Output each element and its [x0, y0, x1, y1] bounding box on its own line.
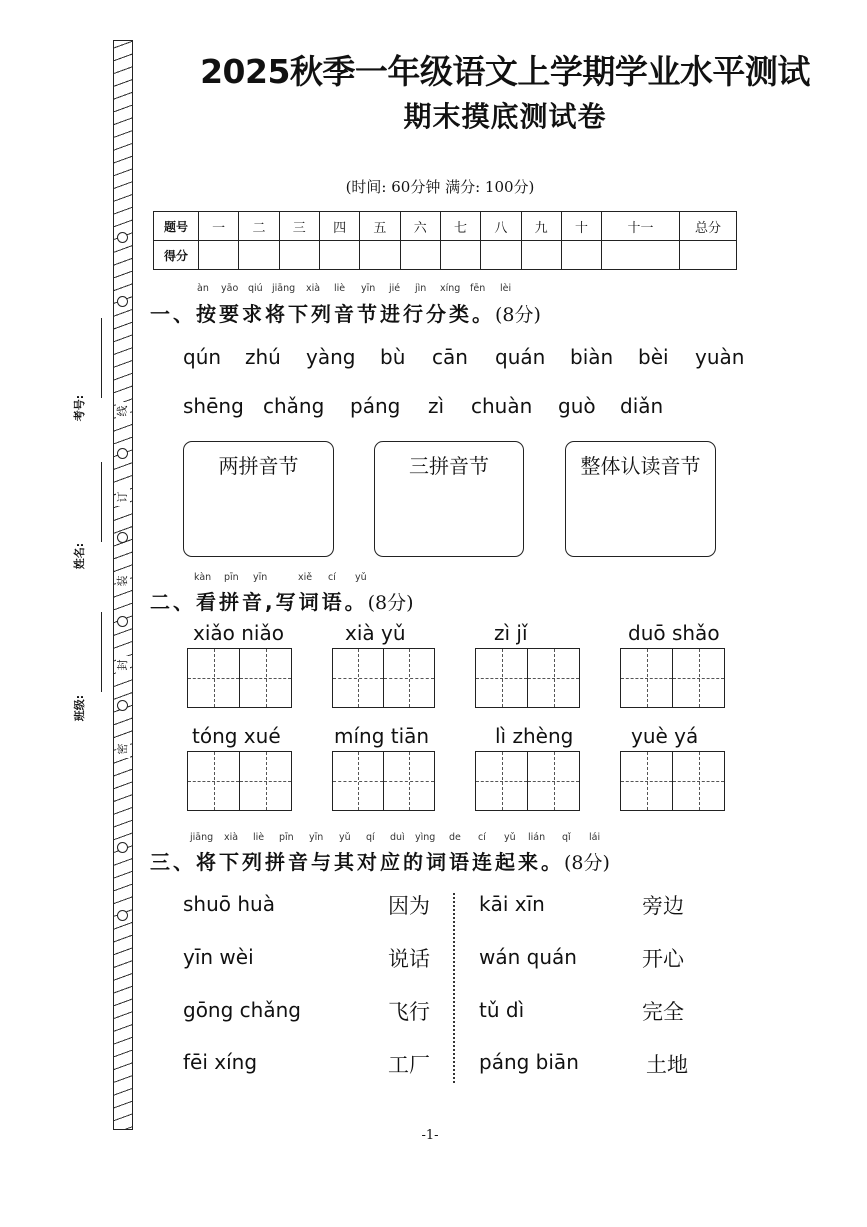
ruby-text: pīn	[224, 572, 239, 583]
column-header: 八	[481, 212, 521, 241]
section2-heading-text: 二、看拼音,写词语。	[150, 590, 368, 614]
score-cell[interactable]	[279, 241, 319, 270]
column-header: 二	[239, 212, 279, 241]
section3-points: (8分)	[564, 852, 610, 874]
syllable: shēng	[183, 394, 244, 418]
score-cell[interactable]	[360, 241, 400, 270]
ruby-text: xià	[224, 832, 239, 843]
page-title: 2025秋季一年级语文上学期学业水平测试	[200, 52, 810, 91]
ruby-text: pīn	[279, 832, 294, 843]
binding-hole-icon	[117, 532, 128, 543]
binding-hole-icon	[117, 910, 128, 921]
writing-grid[interactable]	[187, 648, 292, 708]
writing-grid[interactable]	[620, 751, 725, 811]
score-cell[interactable]	[199, 241, 239, 270]
ruby-text: fēn	[470, 283, 486, 294]
match-pinyin[interactable]: wán quán	[479, 945, 577, 969]
ruby-text: jiāng	[272, 283, 296, 294]
syllable: biàn	[570, 345, 614, 369]
binding-char: 封	[116, 656, 130, 674]
syllable: quán	[495, 345, 546, 369]
ruby-text: jiāng	[190, 832, 214, 843]
syllable: yàng	[306, 345, 356, 369]
match-word[interactable]: 完全	[642, 1000, 684, 1024]
score-cell[interactable]	[400, 241, 440, 270]
box-label: 三拼音节	[409, 454, 489, 478]
match-word[interactable]: 说话	[388, 947, 430, 971]
match-pinyin[interactable]: shuō huà	[183, 892, 275, 916]
syllable: zhú	[245, 345, 281, 369]
ruby-text: de	[449, 832, 461, 843]
section3-heading-text: 三、将下列拼音与其对应的词语连起来。	[150, 850, 564, 874]
pinyin-prompt: yuè yá	[631, 724, 699, 748]
syllable: chuàn	[471, 394, 533, 418]
match-pinyin[interactable]: fēi xíng	[183, 1050, 258, 1074]
row-label: 题号	[154, 212, 199, 241]
pinyin-prompt: lì zhèng	[495, 724, 574, 748]
ruby-text: àn	[197, 283, 209, 294]
binding-hole-icon	[117, 842, 128, 853]
section2-heading	[150, 586, 414, 615]
ruby-text: jìn	[415, 283, 427, 294]
match-pinyin[interactable]: páng biān	[479, 1050, 579, 1074]
ruby-text: yǔ	[504, 832, 516, 843]
score-table-header-row	[154, 212, 737, 241]
ruby-text: yìng	[415, 832, 436, 843]
syllable: cān	[432, 345, 468, 369]
syllable: bèi	[638, 345, 669, 369]
binding-hole-icon	[117, 296, 128, 307]
binding-hole-icon	[117, 448, 128, 459]
class-label: 班级:	[73, 694, 87, 722]
row-label: 得分	[154, 241, 199, 270]
syllable: chǎng	[263, 394, 325, 418]
column-header: 一	[199, 212, 239, 241]
exam-info: (时间: 60分钟 满分: 100分)	[345, 178, 535, 196]
score-cell[interactable]	[239, 241, 279, 270]
ruby-text: liè	[334, 283, 346, 294]
section2-points: (8分)	[367, 592, 414, 614]
pinyin-prompt: duō shǎo	[628, 621, 720, 645]
ruby-text: yīn	[361, 283, 376, 294]
ruby-text: yīn	[309, 832, 324, 843]
binding-char: 线	[116, 402, 130, 420]
pinyin-prompt: xià yǔ	[345, 621, 406, 645]
ruby-text: yǔ	[339, 832, 351, 843]
syllable: zì	[428, 394, 445, 418]
syllable: qún	[183, 345, 222, 369]
column-header: 九	[521, 212, 561, 241]
page-subtitle: 期末摸底测试卷	[403, 100, 607, 133]
match-pinyin[interactable]: tǔ dì	[479, 998, 525, 1022]
column-header: 十	[561, 212, 601, 241]
writing-grid[interactable]	[620, 648, 725, 708]
syllable: páng	[350, 394, 401, 418]
writing-grid[interactable]	[332, 751, 435, 811]
page-number: -1-	[421, 1128, 439, 1143]
score-cell[interactable]	[521, 241, 561, 270]
ruby-text: yīn	[253, 572, 268, 583]
two-part-syllable-box[interactable]	[183, 441, 334, 557]
match-pinyin[interactable]: gōng chǎng	[183, 998, 301, 1022]
column-header: 三	[279, 212, 319, 241]
match-word[interactable]: 因为	[388, 894, 430, 918]
three-part-syllable-box[interactable]	[374, 441, 524, 557]
box-label: 整体认读音节	[580, 454, 701, 478]
syllable: diǎn	[620, 394, 664, 418]
student-name-line	[101, 462, 102, 542]
score-table	[153, 211, 737, 270]
column-header: 总分	[680, 212, 737, 241]
score-cell[interactable]	[481, 241, 521, 270]
ruby-text: xiě	[298, 572, 313, 583]
syllable: bù	[380, 345, 406, 369]
box-label: 两拼音节	[218, 454, 299, 478]
section1-heading-text: 一、按要求将下列音节进行分类。	[150, 302, 495, 326]
ruby-text: yǔ	[355, 572, 367, 583]
writing-grid[interactable]	[475, 648, 580, 708]
ruby-text: xíng	[440, 283, 461, 294]
pinyin-prompt: míng tiān	[334, 724, 430, 748]
ruby-text: duì	[390, 832, 405, 843]
ruby-text: liè	[253, 832, 265, 843]
score-cell[interactable]	[680, 241, 737, 270]
column-header: 六	[400, 212, 440, 241]
score-cell[interactable]	[440, 241, 480, 270]
syllable: yuàn	[695, 345, 745, 369]
score-table-score-row	[154, 241, 737, 270]
writing-grid[interactable]	[332, 648, 435, 708]
score-cell[interactable]	[319, 241, 359, 270]
ruby-text: cí	[328, 572, 336, 583]
score-cell[interactable]	[602, 241, 680, 270]
binding-hole-icon	[117, 616, 128, 627]
ruby-text: lèi	[500, 283, 512, 294]
syllable: guò	[558, 394, 596, 418]
ruby-text: lián	[528, 832, 546, 843]
ruby-text: cí	[478, 832, 486, 843]
class-line	[101, 612, 102, 692]
ruby-text: jié	[389, 283, 401, 294]
binding-char: 密	[116, 740, 130, 758]
ruby-text: lái	[589, 832, 601, 843]
match-word[interactable]: 飞行	[388, 1000, 430, 1024]
binding-hole-icon	[117, 700, 128, 711]
whole-syllable-box[interactable]	[565, 441, 716, 557]
column-header: 四	[319, 212, 359, 241]
ruby-text: qǐ	[562, 832, 571, 843]
match-word[interactable]: 土地	[646, 1053, 688, 1077]
writing-grid[interactable]	[187, 751, 292, 811]
pinyin-prompt: tóng xué	[192, 724, 281, 748]
section3-heading	[150, 846, 610, 875]
ruby-text: yāo	[221, 283, 239, 294]
match-pinyin[interactable]: kāi xīn	[479, 892, 545, 916]
exam-number-line	[101, 318, 102, 398]
match-pinyin[interactable]: yīn wèi	[183, 945, 254, 969]
pinyin-prompt: zì jǐ	[494, 621, 528, 645]
score-cell[interactable]	[561, 241, 601, 270]
student-name-label: 姓名:	[73, 542, 87, 570]
pinyin-prompt: xiǎo niǎo	[193, 621, 284, 645]
ruby-text: qí	[366, 832, 375, 843]
binding-char: 订	[116, 488, 130, 506]
ruby-text: qiú	[248, 283, 263, 294]
section1-points: (8分)	[495, 304, 541, 326]
column-header: 五	[360, 212, 400, 241]
ruby-text: kàn	[194, 572, 212, 583]
column-header: 十一	[602, 212, 680, 241]
binding-hole-icon	[117, 232, 128, 243]
binding-char: 装	[116, 572, 130, 590]
match-word[interactable]: 旁边	[642, 894, 684, 918]
column-header: 七	[440, 212, 480, 241]
ruby-text: xià	[306, 283, 321, 294]
writing-grid[interactable]	[475, 751, 580, 811]
exam-number-label: 考号:	[73, 394, 87, 422]
column-divider	[453, 893, 455, 1083]
match-word[interactable]: 工厂	[388, 1053, 430, 1077]
section1-heading	[150, 298, 541, 327]
match-word[interactable]: 开心	[642, 947, 684, 971]
